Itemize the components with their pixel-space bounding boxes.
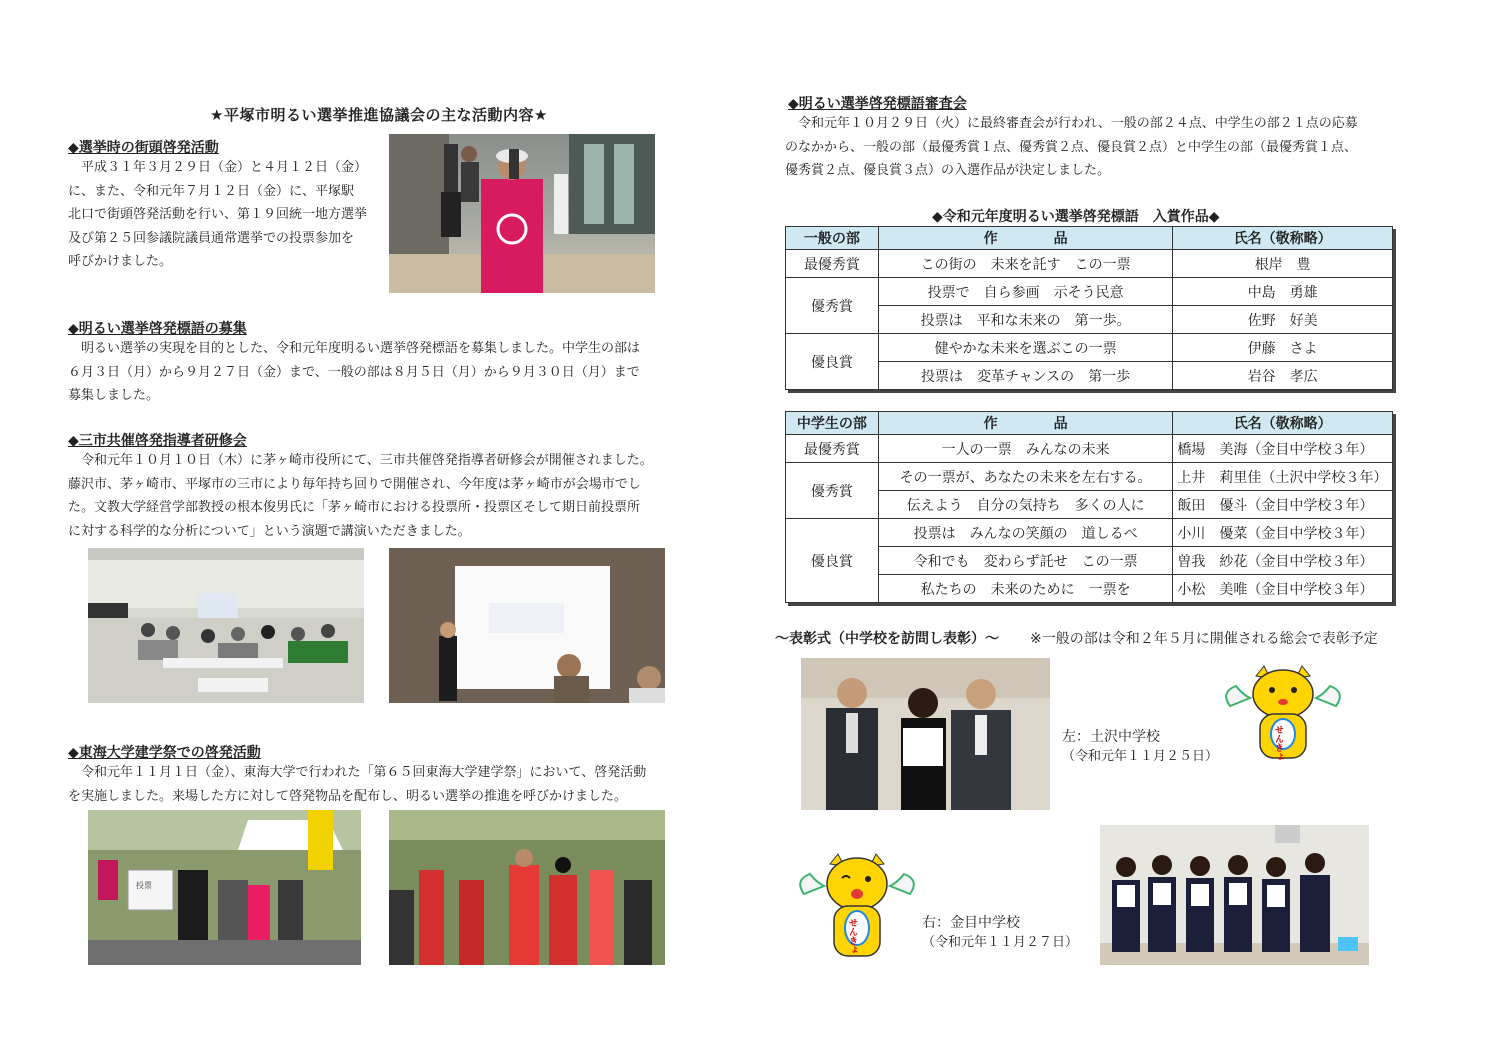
section-text-street: 平成３１年３月２９日（金）と４月１２日（金） に、また、令和元年７月１２日（金）に、平塚駅 北口で街頭啓発活動を行い、第１９回統一地方選挙 及び第２５回参議院議員通常選挙での投票参加を 呼びかけました。 — [68, 160, 368, 269]
work-cell: この街の 未来を託す この一票 — [878, 250, 1173, 278]
tsuchisawa-caption: 左：土沢中学校 — [1062, 729, 1160, 745]
section-heading-university-fest: ◆東海大学建学祭での啓発活動 — [68, 745, 261, 761]
header-category: 一般の部 — [786, 227, 879, 250]
header-work: 作 品 — [878, 227, 1173, 250]
section-heading-review: ◆明るい選挙啓発標語審査会 — [788, 96, 967, 112]
table-row — [786, 278, 1393, 306]
table-header-row — [786, 412, 1393, 435]
mascot-label-bottom: せんきょ — [847, 918, 857, 954]
work-cell: 健やかな未来を選ぶこの一票 — [878, 334, 1173, 362]
award-cell: 優良賞 — [786, 334, 879, 390]
header-name: 氏名（敬称略） — [1173, 412, 1393, 435]
kaname-date: （令和元年１１月２７日） — [922, 935, 1079, 950]
header-name: 氏名（敬称略） — [1173, 227, 1393, 250]
senkyo-mascot-bottom — [796, 852, 918, 960]
tsuchisawa-date: （令和元年１１月２５日） — [1062, 749, 1219, 764]
section-heading-street: ◆選挙時の街頭啓発活動 — [68, 140, 219, 156]
name-cell: 橋場 美海（金目中学校３年） — [1173, 435, 1393, 463]
table-row — [786, 463, 1393, 491]
ceremony-title: ～表彰式（中学校を訪問し表彰）～ — [775, 631, 999, 647]
section-text-university-fest: 令和元年１１月１日（金）、東海大学で行われた「第６５回東海大学建学祭」において、啓発活動 を実施しました。来場した方に対して啓発物品を配布し、明るい選挙の推進を呼びかけました。 — [68, 765, 647, 804]
ceremony-scene-2 — [1100, 825, 1369, 965]
table-row — [786, 334, 1393, 362]
name-cell: 小松 美唯（金目中学校３年） — [1173, 575, 1393, 603]
seminar-audience-photo — [88, 548, 364, 703]
section-heading-seminar: ◆三市共催啓発指導者研修会 — [68, 433, 247, 449]
tsuchisawa-ceremony-photo — [801, 658, 1050, 810]
lecture-scene — [389, 548, 665, 703]
name-cell: 根岸 豊 — [1173, 250, 1393, 278]
award-cell: 最優秀賞 — [786, 435, 879, 463]
name-cell: 伊藤 さよ — [1173, 334, 1393, 362]
festival-booth-scene — [88, 810, 361, 965]
header-work: 作 品 — [878, 412, 1173, 435]
work-cell: 私たちの 未来のために 一票を — [878, 575, 1173, 603]
award-cell: 優良賞 — [786, 519, 879, 603]
festival-crowd-photo — [389, 810, 665, 965]
street-campaign-photo — [389, 134, 655, 293]
award-cell: 優秀賞 — [786, 463, 879, 519]
work-cell: その一票が、あなたの未来を左右する。 — [878, 463, 1173, 491]
table-row — [786, 250, 1393, 278]
festival-crowd-scene — [389, 810, 665, 965]
award-cell: 最優秀賞 — [786, 250, 879, 278]
name-cell: 佐野 好美 — [1173, 306, 1393, 334]
name-cell: 飯田 優斗（金目中学校３年） — [1173, 491, 1393, 519]
section-text-review: 令和元年１０月２９日（火）に最終審査会が行われ、一般の部２４点、中学生の部２１点の応募 のなかから、一般の部（最優秀賞１点、優秀賞２点、優良賞２点）と中学生の部（最優秀賞１点、 優秀賞２点、優良賞３点）の入選作品が決定しました。 — [785, 116, 1358, 178]
work-cell: 投票で 自ら参画 示そう民意 — [878, 278, 1173, 306]
work-cell: 投票は 平和な未来の 第一歩。 — [878, 306, 1173, 334]
name-cell: 岩谷 孝広 — [1173, 362, 1393, 390]
kaname-caption: 右：金目中学校 — [922, 915, 1020, 931]
work-cell: 伝えよう 自分の気持ち 多くの人に — [878, 491, 1173, 519]
header-category: 中学生の部 — [786, 412, 879, 435]
table-row — [786, 519, 1393, 547]
page-title: ★平塚市明るい選挙推進協議会の主な活動内容★ — [210, 106, 548, 124]
work-cell: 投票は みんなの笑顔の 道しるべ — [878, 519, 1173, 547]
work-cell: 投票は 変革チャンスの 第一歩 — [878, 362, 1173, 390]
seminar-lecture-photo — [389, 548, 665, 703]
award-cell: 優秀賞 — [786, 278, 879, 334]
general-awards-table — [785, 226, 1393, 390]
ceremony-scene-1 — [801, 658, 1050, 810]
junior-awards-table — [785, 411, 1393, 603]
name-cell: 上井 莉里佳（土沢中学校３年） — [1173, 463, 1393, 491]
awards-title: ◆令和元年度明るい選挙啓発標語 入賞作品◆ — [932, 209, 1220, 225]
section-text-slogan-recruit: 明るい選挙の実現を目的とした、令和元年度明るい選挙啓発標語を募集しました。中学生の部は ６月３日（月）から９月２７日（金）まで、一般の部は８月５日（月）から９月３０日（月）まで 募集しました。 — [68, 341, 641, 403]
section-text-seminar: 令和元年１０月１０日（木）に茅ヶ崎市役所にて、三市共催啓発指導者研修会が開催されました。 藤沢市、茅ヶ崎市、平塚市の三市により毎年持ち回りで開催され、今年度は茅ヶ崎市が会場市でし た。文教大学経営学部教授の根本俊男氏に「茅ヶ崎市における投票所・投票区そして期日前投票所 に対する科学的な分析について」という演題で講演いただきました。 — [68, 453, 653, 539]
section-heading-slogan-recruit: ◆明るい選挙啓発標語の募集 — [68, 321, 247, 337]
senkyo-mascot-top — [1222, 664, 1344, 764]
kaname-ceremony-photo — [1100, 825, 1369, 965]
table-header-row — [786, 227, 1393, 250]
table-row — [786, 435, 1393, 463]
mascot-label-top: せんきょ — [1273, 725, 1283, 761]
festival-sign-1: 投票 — [136, 881, 152, 890]
work-cell: 令和でも 変わらず託せ この一票 — [878, 547, 1173, 575]
street-scene — [389, 134, 655, 293]
work-cell: 一人の一票 みんなの未来 — [878, 435, 1173, 463]
ceremony-note: ※一般の部は令和２年５月に開催される総会で表彰予定 — [1030, 631, 1378, 647]
festival-booth-photo — [88, 810, 361, 965]
name-cell: 中島 勇雄 — [1173, 278, 1393, 306]
name-cell: 小川 優菜（金目中学校３年） — [1173, 519, 1393, 547]
name-cell: 曽我 紗花（金目中学校３年） — [1173, 547, 1393, 575]
seminar-room-scene — [88, 548, 364, 703]
